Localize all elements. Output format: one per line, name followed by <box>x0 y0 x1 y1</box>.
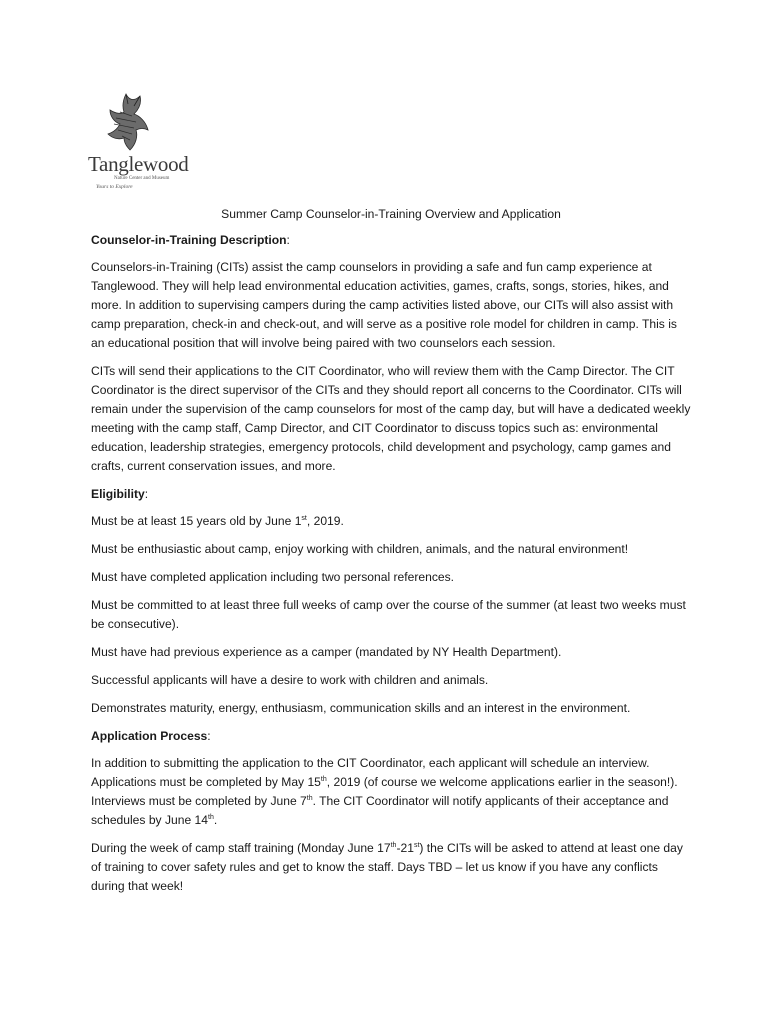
heading-colon: : <box>286 233 290 247</box>
app-p1-text: , 2019 (of course we welcome applications earlier in the season!). Interviews must be completed by June 7 <box>91 775 678 808</box>
heading-colon: : <box>144 487 149 501</box>
application-heading-text: Application Process <box>91 729 208 743</box>
app-p1-sup: th <box>306 794 313 802</box>
app-p2-sup: st <box>413 841 420 849</box>
eligibility-item: Successful applicants will have a desire to work with children and animals. <box>91 673 489 687</box>
app-p1-text: . The CIT Coordinator will notify applicants of their acceptance and schedules by June 14 <box>91 794 669 827</box>
app-p1-text: . <box>213 813 218 827</box>
tanglewood-logo <box>88 92 198 196</box>
eligibility-item: Must be enthusiastic about camp, enjoy working with children, animals, and the natural environment! <box>91 542 629 556</box>
owl-icon <box>96 92 156 154</box>
age-text-end: , 2019. <box>306 514 344 528</box>
description-heading-text: Counselor-in-Training Description <box>91 233 287 247</box>
app-p1-sup: th <box>320 775 327 783</box>
logo-subtitle: Nature Center and Museum <box>114 176 170 181</box>
application-paragraph-1 <box>91 754 691 830</box>
app-p2-text: During the week of camp staff training (Monday June 17 <box>91 841 391 855</box>
eligibility-heading-text: Eligibility <box>91 487 145 501</box>
eligibility-item: Must be committed to at least three full weeks of camp over the course of the summer (at least two weeks must be consecutive). <box>91 598 686 631</box>
app-p2-text: ) the CITs will be asked to attend at least one day of training to cover safety rules and get to know the staff. Days TBD – let us know if you have any conflicts during that week! <box>91 841 683 893</box>
description-paragraph-2: CITs will send their applications to the CIT Coordinator, who will review them with the Camp Director. The CIT Coordinator is the direct supervisor of the CITs and they should report all concerns to the Coordinator. CITs will remain under the supervision of the camp counselors for most of the camp day, but will have a dedicated weekly meeting with the camp staff, Camp Director, and CIT Coordinator to discuss topics such as: environmental education, leadership strategies, emergency protocols, child development and psychology, camp games and crafts, current conservation issues, and more. <box>91 364 691 473</box>
document-body <box>91 205 691 905</box>
application-paragraph-2 <box>91 839 691 896</box>
app-p1-sup: th <box>208 813 214 821</box>
app-p2-sup: th <box>390 841 397 849</box>
age-text: Must be at least 15 years old by June 1 <box>91 514 302 528</box>
eligibility-item: Demonstrates maturity, energy, enthusiasm, communication skills and an interest in the environment. <box>91 701 631 715</box>
eligibility-heading <box>91 485 691 504</box>
eligibility-item: Must have had previous experience as a camper (mandated by NY Health Department). <box>91 645 562 659</box>
logo-tagline: Yours to Explore <box>96 184 133 190</box>
application-heading <box>91 727 691 746</box>
logo-wordmark: Tanglewood <box>88 152 189 176</box>
age-sup: st <box>301 514 307 522</box>
eligibility-age <box>91 512 691 531</box>
app-p2-text: -21 <box>396 841 414 855</box>
description-paragraph-1: Counselors-in-Training (CITs) assist the camp counselors in providing a safe and fun camp experience at Tanglewood. They will help lead environmental education activities, games, crafts, songs, stories, hikes, and more. In addition to supervising campers during the camp activities listed above, our CITs will also assist with camp preparation, check-in and check-out, and will serve as a positive role model for children in camp. This is an educational position that will involve being paired with two counselors each session. <box>91 260 677 350</box>
description-heading <box>91 231 691 250</box>
page-title: Summer Camp Counselor-in-Training Overview and Application <box>221 207 561 221</box>
app-p1-text: In addition to submitting the application to the CIT Coordinator, each applicant will schedule an interview. Applications must be completed by May 15 <box>91 756 650 789</box>
eligibility-item: Must have completed application including two personal references. <box>91 570 455 584</box>
heading-colon: : <box>207 729 211 743</box>
